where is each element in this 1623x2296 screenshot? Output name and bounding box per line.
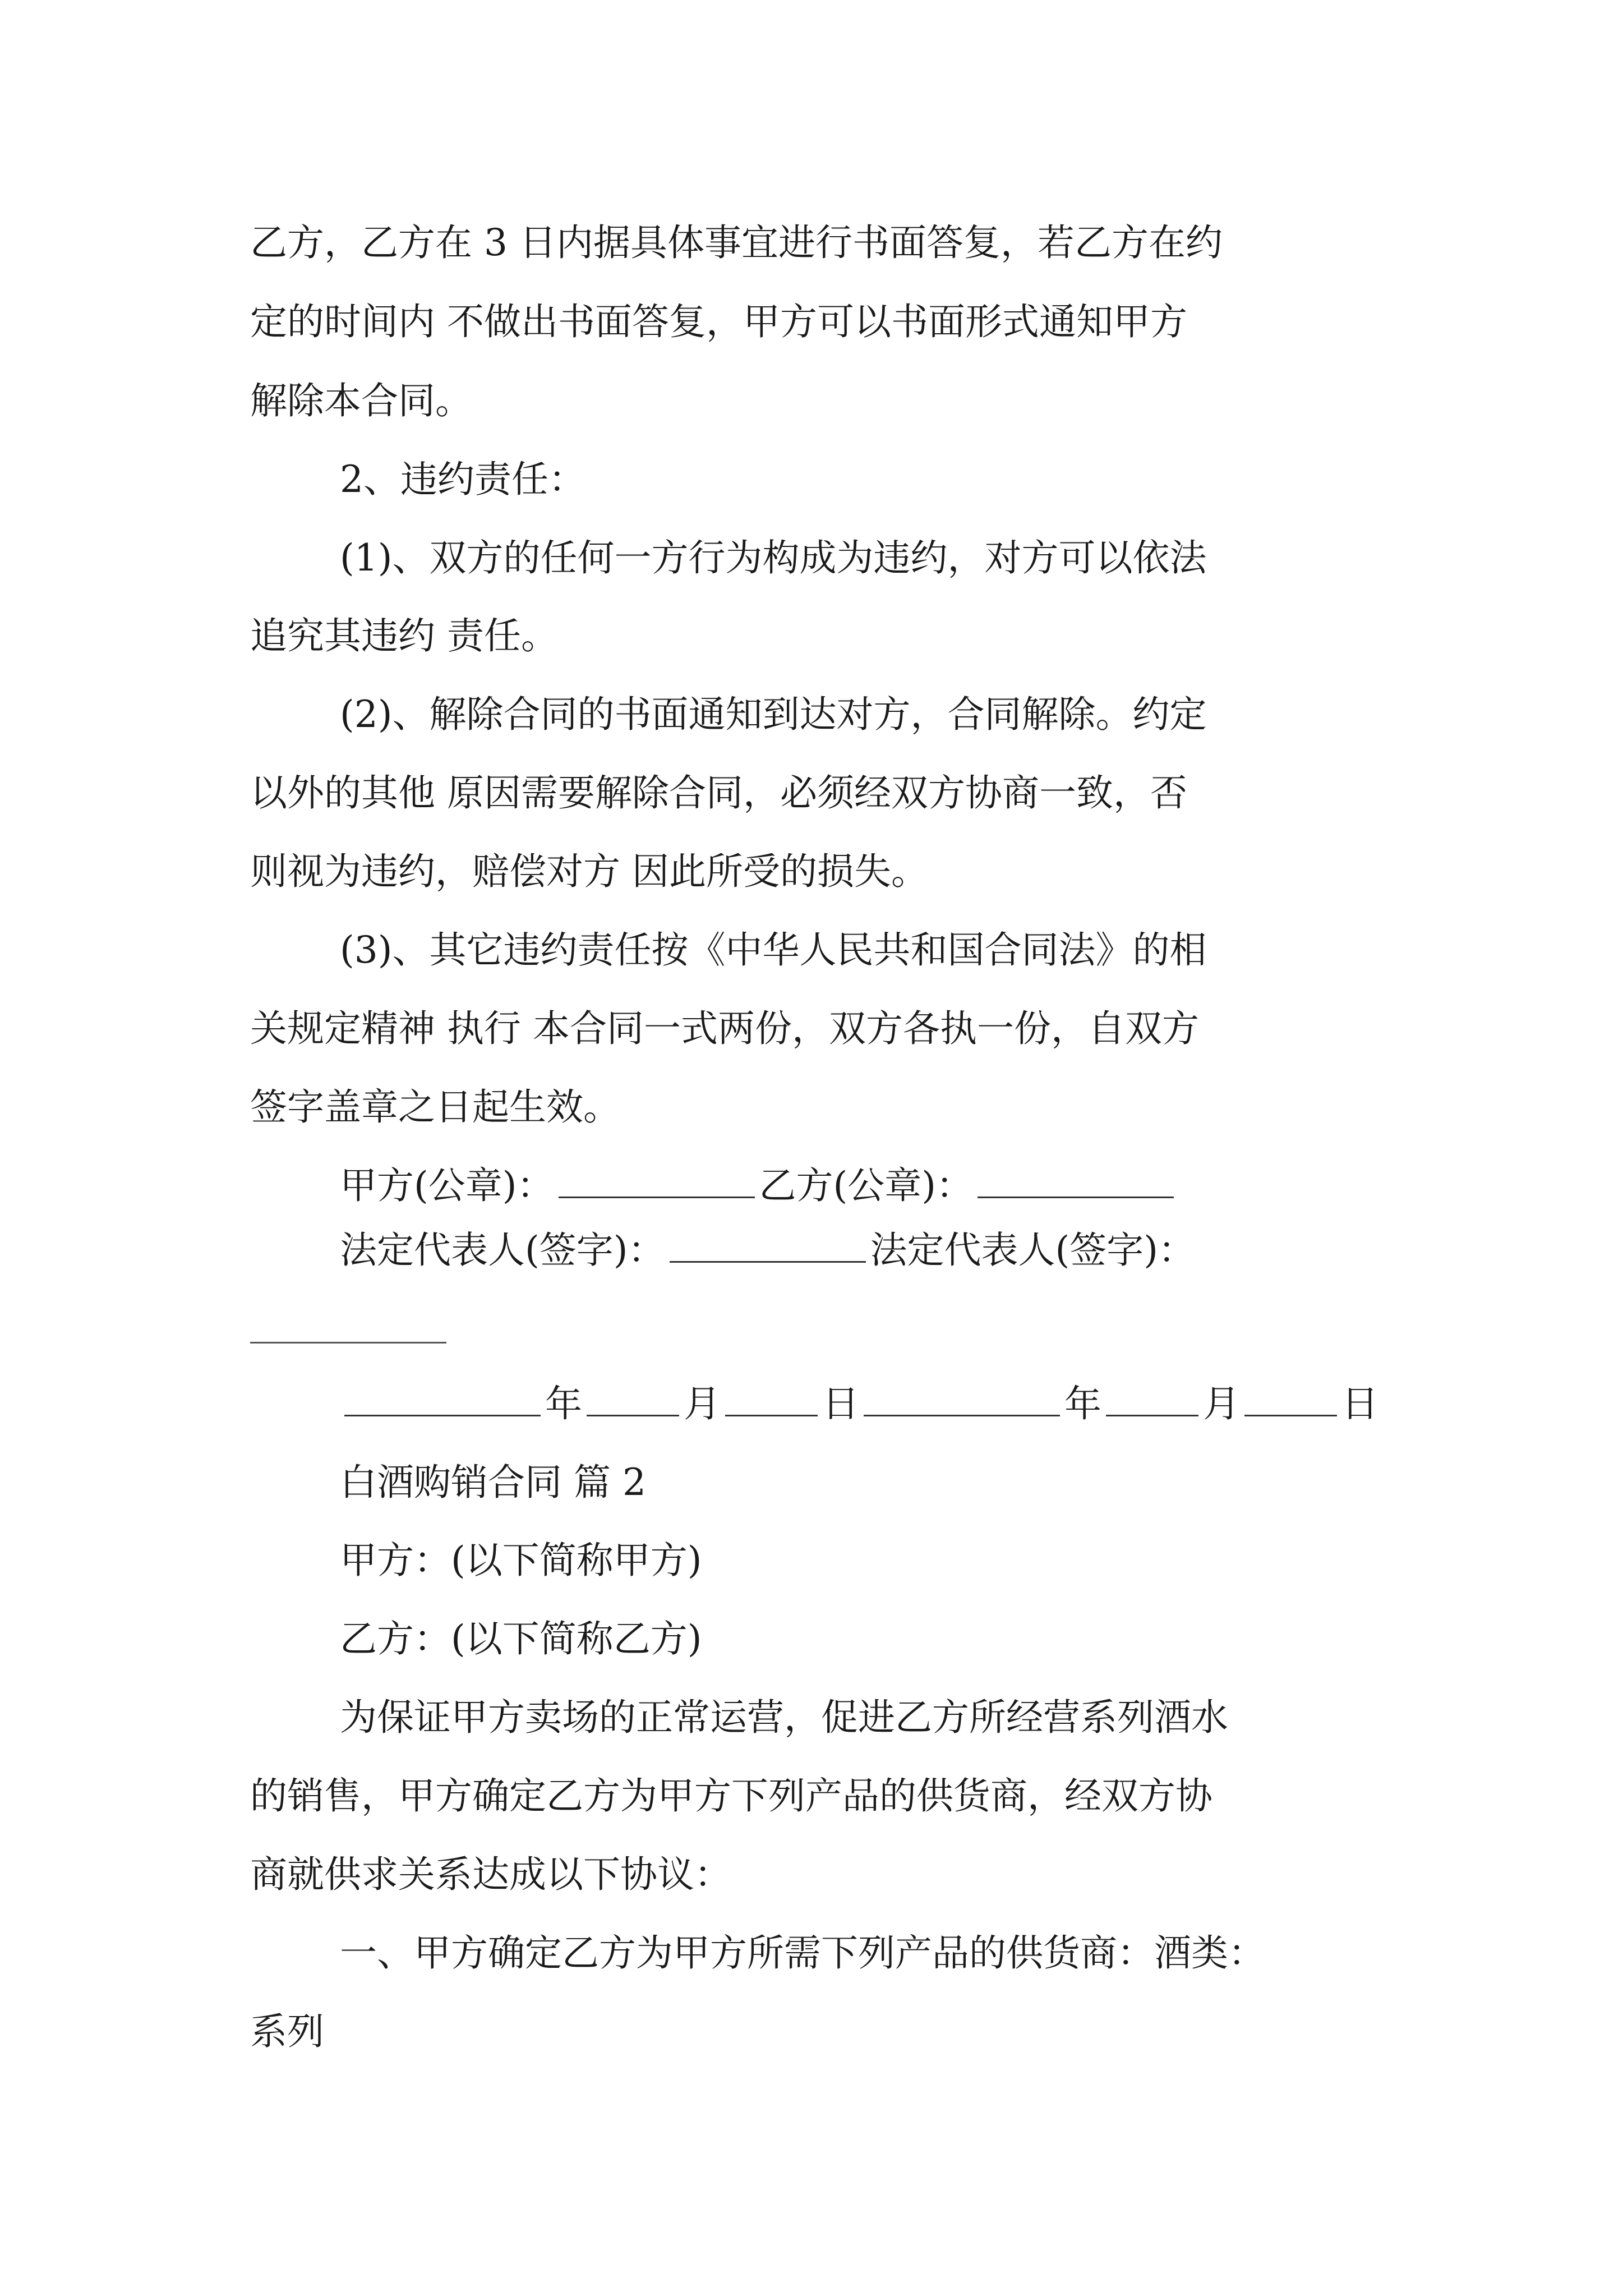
year-label: 年: [545, 1382, 582, 1425]
intro-line: 商就供求关系达成以下协议：: [250, 1853, 731, 1896]
date-blank: [587, 1415, 679, 1416]
paragraph-line: 乙方，乙方在 3 日内据具体事宜进行书面答复，若乙方在约: [250, 221, 1223, 264]
signature-blank: [978, 1197, 1174, 1198]
party-b-line: 乙方：(以下简称乙方): [340, 1617, 702, 1660]
contract-title: 白酒购销合同 篇 2: [340, 1461, 646, 1504]
party-a-rep-label: 法定代表人(签字)：: [340, 1228, 665, 1272]
party-a-seal-label: 甲方(公章)：: [340, 1164, 554, 1207]
signature-seal-line: [340, 1164, 1178, 1207]
clause-line: 以外的其他 原因需要解除合同，必须经双方协商一致，否: [250, 771, 1187, 815]
date-blank: [864, 1415, 1060, 1416]
clause-line: (1)、双方的任何一方行为构成为违约，对方可以依法: [340, 536, 1207, 579]
article-line: 系列: [250, 2010, 324, 2053]
signature-blank: [250, 1342, 446, 1343]
day-label: 日: [1341, 1382, 1378, 1425]
date-blank: [725, 1415, 818, 1416]
month-label: 月: [1203, 1382, 1240, 1425]
party-b-seal-label: 乙方(公章)：: [759, 1164, 973, 1207]
date-blank: [1244, 1415, 1337, 1416]
day-label: 日: [822, 1382, 859, 1425]
paragraph-line: 解除本合同。: [250, 379, 472, 422]
intro-line: 的销售，甲方确定乙方为甲方下列产品的供货商，经双方协: [250, 1774, 1212, 1818]
article-line: 一、甲方确定乙方为甲方所需下列产品的供货商：酒类：: [340, 1931, 1265, 1975]
party-b-rep-label: 法定代表人(签字)：: [870, 1228, 1195, 1272]
intro-line: 为保证甲方卖场的正常运营，促进乙方所经营系列酒水: [340, 1696, 1228, 1739]
clause-line: 则视为违约，赔偿对方 因此所受的损失。: [250, 850, 928, 893]
year-label: 年: [1064, 1382, 1101, 1425]
clause-line: 关规定精神 执行 本合同一式两份，双方各执一份，自双方: [250, 1007, 1199, 1050]
representative-line: [340, 1228, 1195, 1272]
date-line: [340, 1382, 1378, 1425]
signature-blank: [559, 1197, 755, 1198]
clause-line: (2)、解除合同的书面通知到达对方，合同解除。约定: [340, 693, 1207, 736]
signature-blank: [670, 1261, 866, 1263]
clause-line: 签字盖章之日起生效。: [250, 1085, 620, 1129]
party-a-line: 甲方：(以下简称甲方): [340, 1539, 702, 1582]
date-blank: [344, 1415, 541, 1416]
clause-line: (3)、其它违约责任按《中华人民共和国合同法》的相: [340, 928, 1207, 972]
paragraph-line: 定的时间内 不做出书面答复，甲方可以书面形式通知甲方: [250, 300, 1187, 343]
clause-line: 追究其违约 责任。: [250, 614, 558, 657]
date-blank: [1106, 1415, 1198, 1416]
section-heading: 2、违约责任：: [340, 458, 585, 501]
month-label: 月: [684, 1382, 721, 1425]
